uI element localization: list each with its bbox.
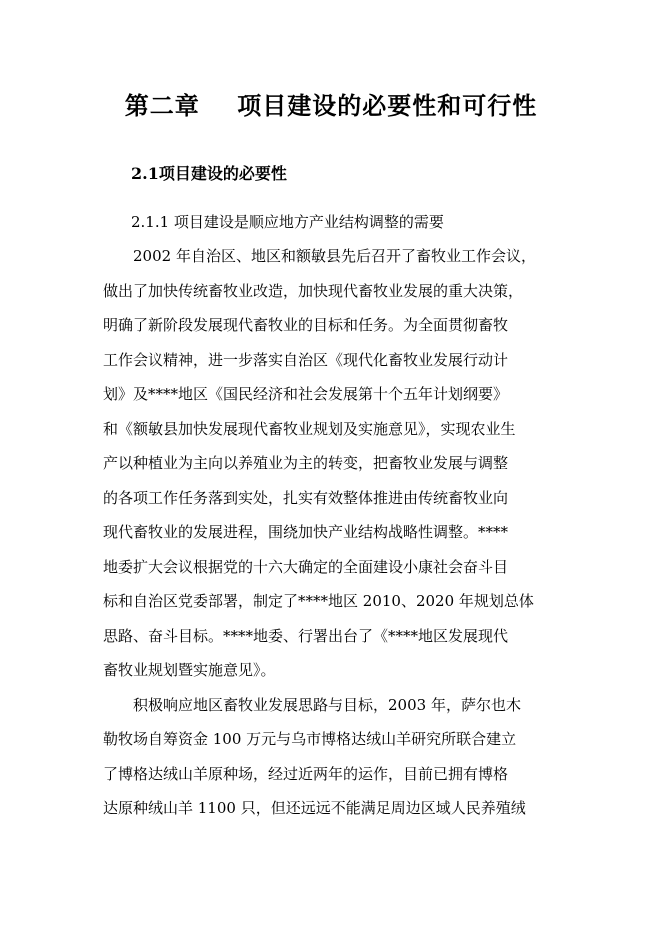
paragraph-line: 达原种绒山羊 1100 只，但还远远不能满足周边区域人民养殖绒	[103, 799, 526, 817]
chapter-title: 第二章 项目建设的必要性和可行性	[124, 91, 538, 120]
paragraph-line: 工作会议精神，进一步落实自治区《现代化畜牧业发展行动计	[103, 351, 509, 369]
section-title: 2.1项目建设的必要性	[131, 164, 287, 183]
paragraph-line: 了博格达绒山羊原种场，经过近两年的运作，目前已拥有博格	[103, 765, 509, 783]
paragraph-line: 积极响应地区畜牧业发展思路与目标，2003 年，萨尔也木	[103, 696, 521, 714]
paragraph-line: 畜牧业规划暨实施意见》。	[103, 661, 276, 679]
paragraph-line: 划》及****地区《国民经济和社会发展第十个五年计划纲要》	[103, 385, 509, 403]
paragraph-line: 标和自治区党委部署，制定了****地区 2010、2020 年规划总体	[103, 592, 534, 610]
paragraph-line: 勒牧场自筹资金 100 万元与乌市博格达绒山羊研究所联合建立	[103, 730, 517, 748]
paragraph-line: 现代畜牧业的发展进程，围绕加快产业结构战略性调整。****	[103, 523, 509, 541]
paragraph-line: 的各项工作任务落到实处，扎实有效整体推进由传统畜牧业向	[103, 489, 509, 507]
paragraph-line: 做出了加快传统畜牧业改造，加快现代畜牧业发展的重大决策，	[103, 282, 524, 300]
paragraph-line: 地委扩大会议根据党的十六大确定的全面建设小康社会奋斗目	[103, 558, 509, 576]
paragraph-line: 明确了新阶段发展现代畜牧业的目标和任务。为全面贯彻畜牧	[103, 316, 509, 334]
subsection-title: 2.1.1 项目建设是顺应地方产业结构调整的需要	[131, 213, 444, 231]
paragraph-line: 产以种植业为主向以养殖业为主的转变，把畜牧业发展与调整	[103, 454, 509, 472]
paragraph-line: 和《额敏县加快发展现代畜牧业规划及实施意见》，实现农业生	[103, 420, 516, 438]
paragraph-line: 思路、奋斗目标。****地委、行署出台了《****地区发展现代	[103, 627, 509, 645]
paragraph-line: 2002 年自治区、地区和额敏县先后召开了畜牧业工作会议，	[103, 247, 536, 265]
